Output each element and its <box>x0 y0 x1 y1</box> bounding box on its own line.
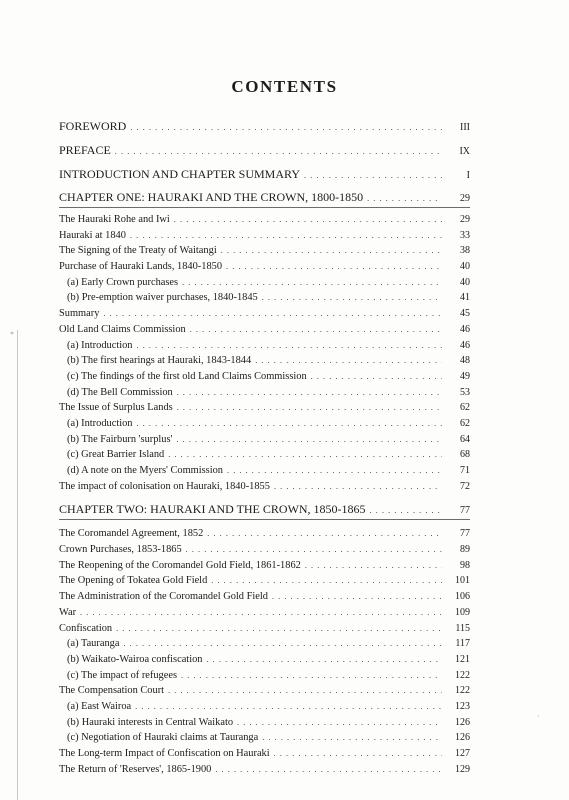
page-number: 45 <box>460 308 470 320</box>
dot-leader <box>215 762 442 778</box>
page-number: 38 <box>460 245 470 257</box>
page-number: 46 <box>460 323 470 335</box>
dot-leader <box>221 243 442 259</box>
page-number: 129 <box>455 763 470 775</box>
dot-leader <box>207 526 442 542</box>
page-number: 122 <box>455 669 470 681</box>
dot-leader <box>123 636 442 652</box>
entry-title: (a) Tauranga <box>67 638 120 650</box>
entry-title: The Issue of Surplus Lands <box>59 402 173 414</box>
toc-entry[interactable] <box>59 762 470 778</box>
chapter-heading[interactable] <box>59 501 470 517</box>
toc-subentry[interactable] <box>59 369 470 385</box>
entry-title: CHAPTER TWO: HAURAKI AND THE CROWN, 1850-1865 <box>59 502 366 517</box>
dot-leader <box>206 652 442 668</box>
dot-leader <box>274 746 442 762</box>
toc-entry[interactable] <box>59 322 470 338</box>
dot-leader <box>272 589 442 605</box>
entry-title: The Reopening of the Coromandel Gold Field, 1861-1862 <box>59 559 301 571</box>
entry-title: The impact of colonisation on Hauraki, 1840-1855 <box>59 480 270 492</box>
dot-leader <box>168 683 442 699</box>
dot-leader <box>176 432 442 448</box>
dot-leader <box>181 668 442 684</box>
page-number: 126 <box>455 716 470 728</box>
page-number: IX <box>459 146 470 157</box>
page-number: 117 <box>455 638 470 650</box>
dot-leader <box>274 479 442 495</box>
page-number: 68 <box>460 449 470 461</box>
page-number: 29 <box>460 193 470 204</box>
toc-entry[interactable] <box>59 228 470 244</box>
page-number: 53 <box>460 386 470 398</box>
entry-title: (b) The Fairburn 'surplus' <box>67 433 173 445</box>
page-number: 48 <box>460 355 470 367</box>
entry-title: Hauraki at 1840 <box>59 229 126 241</box>
page-number: 123 <box>455 700 470 712</box>
entry-title: PREFACE <box>59 143 111 157</box>
toc-entry[interactable] <box>59 141 470 160</box>
entry-title: War <box>59 606 77 618</box>
entry-title: (b) Pre-emption waiver purchases, 1840-1845 <box>67 292 258 304</box>
toc-entry[interactable] <box>59 306 470 322</box>
toc-entry[interactable] <box>59 259 470 275</box>
toc-subentry[interactable] <box>59 447 470 463</box>
entry-title: The Opening of Tokatea Gold Field <box>59 575 208 587</box>
page-number: 109 <box>455 606 470 618</box>
entry-title: INTRODUCTION AND CHAPTER SUMMARY <box>59 167 301 181</box>
page-number: 71 <box>460 465 470 476</box>
dot-leader <box>262 290 442 306</box>
toc-subentry[interactable] <box>59 290 470 306</box>
page-number: 101 <box>455 575 470 587</box>
page-title: CONTENTS <box>231 77 338 96</box>
toc-subentry[interactable] <box>59 730 470 746</box>
toc-entry[interactable] <box>59 621 470 637</box>
toc-entry[interactable] <box>59 573 470 589</box>
dot-leader <box>237 715 442 731</box>
dot-leader <box>115 142 442 161</box>
entry-title: (b) Hauraki interests in Central Waikato <box>67 716 234 728</box>
page-number: 64 <box>460 433 470 445</box>
entry-title: (a) Introduction <box>67 339 133 351</box>
entry-title: (d) A note on the Myers' Commission <box>67 465 223 476</box>
scan-edge-line <box>17 330 18 800</box>
page-number: III <box>460 122 470 133</box>
dot-leader <box>311 369 442 385</box>
entry-title: (b) The first hearings at Hauraki, 1843-1844 <box>67 355 252 367</box>
toc-subentry[interactable] <box>59 715 470 731</box>
dot-leader <box>227 463 442 479</box>
scan-mark: · <box>537 712 540 721</box>
entry-title: Confiscation <box>59 622 113 634</box>
toc-entry[interactable] <box>59 165 470 184</box>
page-number: 122 <box>455 685 470 697</box>
entry-title: The Signing of the Treaty of Waitangi <box>59 245 217 257</box>
page-number: 72 <box>460 480 470 492</box>
dot-leader <box>262 730 442 746</box>
entry-title: (c) The impact of refugees <box>67 669 178 681</box>
dot-leader <box>137 338 443 354</box>
toc-subentry[interactable] <box>59 353 470 369</box>
page-number: 49 <box>460 370 470 382</box>
toc-subentry[interactable] <box>59 432 470 448</box>
page-number: 98 <box>460 559 470 571</box>
entry-title: The Coromandel Agreement, 1852 <box>59 528 204 540</box>
dot-leader <box>103 306 442 322</box>
entry-title: (a) East Wairoa <box>67 700 132 712</box>
dot-leader <box>226 259 442 275</box>
entry-title: (d) The Bell Commission <box>67 386 173 398</box>
entry-title: Old Land Claims Commission <box>59 323 186 335</box>
toc-subentry[interactable] <box>59 338 470 354</box>
page-number: 77 <box>460 528 470 540</box>
toc-entry[interactable] <box>59 589 470 605</box>
dot-leader <box>182 275 442 291</box>
entry-title: (b) Waikato-Wairoa confiscation <box>67 653 203 665</box>
dot-leader <box>130 118 442 137</box>
dot-leader <box>186 542 442 558</box>
page-number: 40 <box>460 261 470 273</box>
toc-entry[interactable] <box>59 683 470 699</box>
toc-subentry[interactable] <box>59 636 470 652</box>
scan-mark: * <box>10 330 14 339</box>
toc-entry[interactable] <box>59 212 470 228</box>
dot-leader <box>177 400 442 416</box>
dot-leader <box>174 212 442 228</box>
toc-subentry[interactable] <box>59 416 470 432</box>
page-number: 77 <box>460 505 470 517</box>
entry-title: CHAPTER ONE: HAURAKI AND THE CROWN, 1800-1850 <box>59 190 364 204</box>
entry-title: The Administration of the Coromandel Gold Field <box>59 591 268 603</box>
toc-subentry[interactable] <box>59 652 470 668</box>
entry-title: Summary <box>59 308 100 320</box>
page-number: 115 <box>455 622 470 634</box>
page-number: 46 <box>460 339 470 351</box>
entry-title: The Compensation Court <box>59 685 165 697</box>
entry-title: (a) Early Crown purchases <box>67 276 179 288</box>
toc-subentry[interactable] <box>59 275 470 291</box>
chapter-divider <box>59 519 470 520</box>
entry-title: The Return of 'Reserves', 1865-1900 <box>59 763 212 775</box>
toc-entry[interactable] <box>59 605 470 621</box>
entry-title: (a) Introduction <box>67 417 133 429</box>
page-number: 126 <box>455 732 470 744</box>
toc-subentry[interactable] <box>59 668 470 684</box>
dot-leader <box>255 353 442 369</box>
dot-leader <box>168 447 442 463</box>
chapter-heading[interactable] <box>59 189 470 205</box>
toc-entry[interactable] <box>59 400 470 416</box>
chapter-divider <box>59 207 470 208</box>
dot-leader <box>137 416 443 432</box>
dot-leader <box>135 699 442 715</box>
toc-subentry[interactable] <box>59 385 470 401</box>
toc-subentry[interactable] <box>59 699 470 715</box>
page-number: 41 <box>460 292 470 304</box>
dot-leader <box>370 503 442 519</box>
page-number: 40 <box>460 276 470 288</box>
table-of-contents <box>59 117 470 777</box>
entry-title: FOREWORD <box>59 119 127 133</box>
page-number: I <box>466 170 470 181</box>
page-number: 121 <box>455 653 470 665</box>
toc-entry[interactable] <box>59 746 470 762</box>
dot-leader <box>116 621 442 637</box>
dot-leader <box>190 322 442 338</box>
toc-entry[interactable] <box>59 243 470 259</box>
entry-title: (c) The findings of the first old Land Claims Commission <box>67 370 307 382</box>
entry-title: The Long-term Impact of Confiscation on Hauraki <box>59 748 270 759</box>
dot-leader <box>177 385 442 401</box>
toc-entry[interactable] <box>59 542 470 558</box>
entry-title: The Hauraki Rohe and Iwi <box>59 214 170 225</box>
dot-leader <box>211 573 442 589</box>
toc-entry[interactable] <box>59 479 470 495</box>
page-number: 127 <box>455 748 470 759</box>
page-number: 62 <box>460 402 470 414</box>
dot-leader <box>367 191 442 207</box>
entry-title: Purchase of Hauraki Lands, 1840-1850 <box>59 261 223 273</box>
entry-title: (c) Great Barrier Island <box>67 449 165 461</box>
toc-entry[interactable] <box>59 526 470 542</box>
toc-entry[interactable] <box>59 558 470 574</box>
page-number: 29 <box>460 214 470 225</box>
dot-leader <box>130 228 442 244</box>
dot-leader <box>304 166 442 185</box>
toc-entry[interactable] <box>59 117 470 136</box>
entry-title: Crown Purchases, 1853-1865 <box>59 544 182 556</box>
page-number: 89 <box>460 544 470 556</box>
page-number: 106 <box>455 591 470 603</box>
page-number: 33 <box>460 229 470 241</box>
dot-leader <box>305 558 442 574</box>
toc-subentry[interactable] <box>59 463 470 479</box>
dot-leader <box>80 605 442 621</box>
page-number: 62 <box>460 417 470 429</box>
entry-title: (c) Negotiation of Hauraki claims at Tauranga <box>67 732 259 744</box>
